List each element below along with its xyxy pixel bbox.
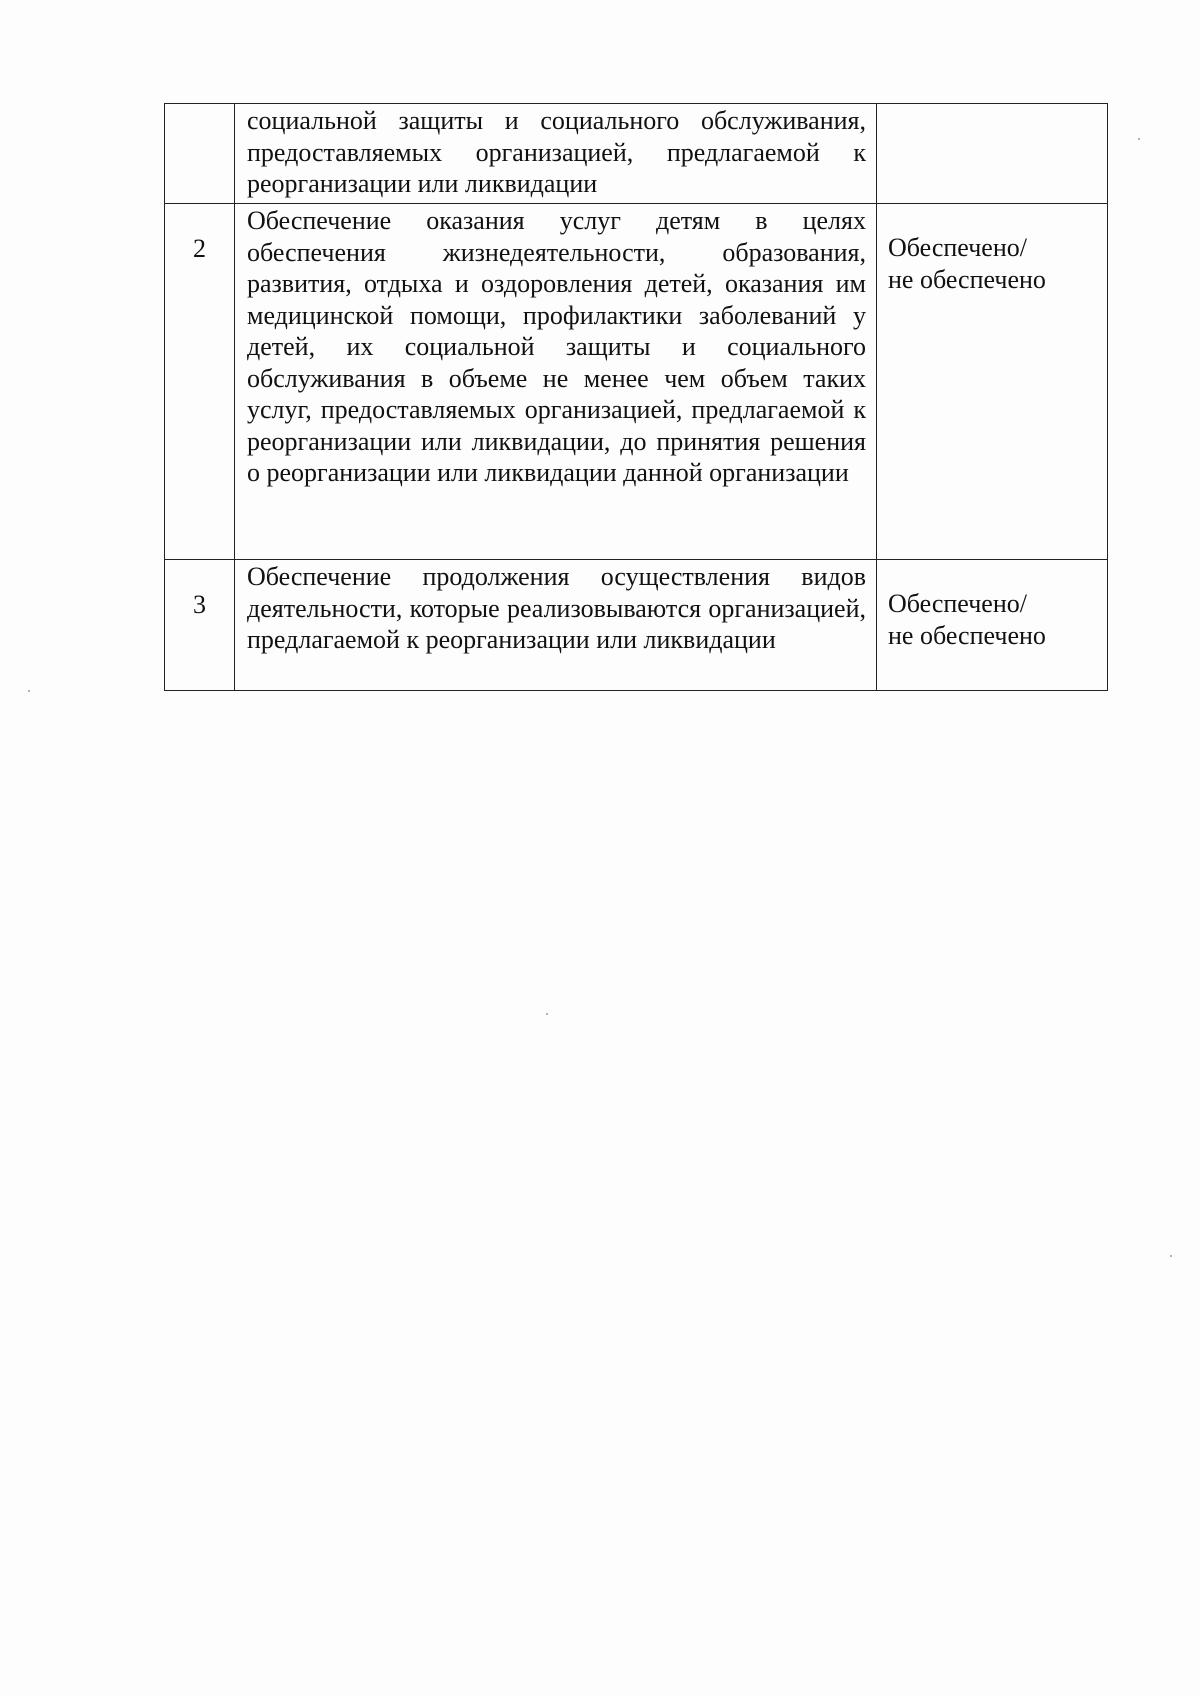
criteria-table: [164, 103, 1108, 691]
row-status-cell: [877, 104, 1108, 204]
table-row: [165, 204, 1108, 560]
row-number: [165, 104, 234, 133]
row-status: Обеспечено/ не обеспечено: [888, 589, 1046, 650]
row-status-cell: [877, 204, 1108, 560]
row-description: социальной защиты и социального обслуживания, предоставляемых организацией, предлагаемой к реорганизации или ликвидации: [235, 104, 877, 204]
scan-speck: [1170, 1255, 1172, 1257]
row-number-cell: [165, 560, 235, 691]
scan-speck: [28, 690, 30, 692]
row-number-cell: [165, 104, 235, 204]
row-status: Обеспечено/ не обеспечено: [888, 233, 1046, 294]
row-description: Обеспечение оказания услуг детям в целях обеспечения жизнедеятельности, образования, развития, отдыха и оздоровления детей, оказания им медицинской помощи, профилактики заболеваний у детей, их социальной защиты и социального обслуживания в объеме не менее чем объем таких услуг, предоставляемых организацией, предлагаемой к реорганизации или ликвидации, до принятия решения о реорганизации или ликвидации данной организации: [235, 204, 877, 560]
row-number: 3: [193, 590, 206, 619]
scan-speck: [1138, 138, 1140, 140]
row-number: 2: [193, 234, 206, 263]
row-status: [888, 104, 1107, 132]
table-row: [165, 560, 1108, 691]
table-row: [165, 104, 1108, 204]
scan-speck: [546, 1013, 548, 1015]
row-number-cell: [165, 204, 235, 560]
row-description: Обеспечение продолжения осуществления видов деятельности, которые реализовываются организацией, предлагаемой к реорганизации или ликвидации: [235, 560, 877, 691]
row-status-cell: [877, 560, 1108, 691]
